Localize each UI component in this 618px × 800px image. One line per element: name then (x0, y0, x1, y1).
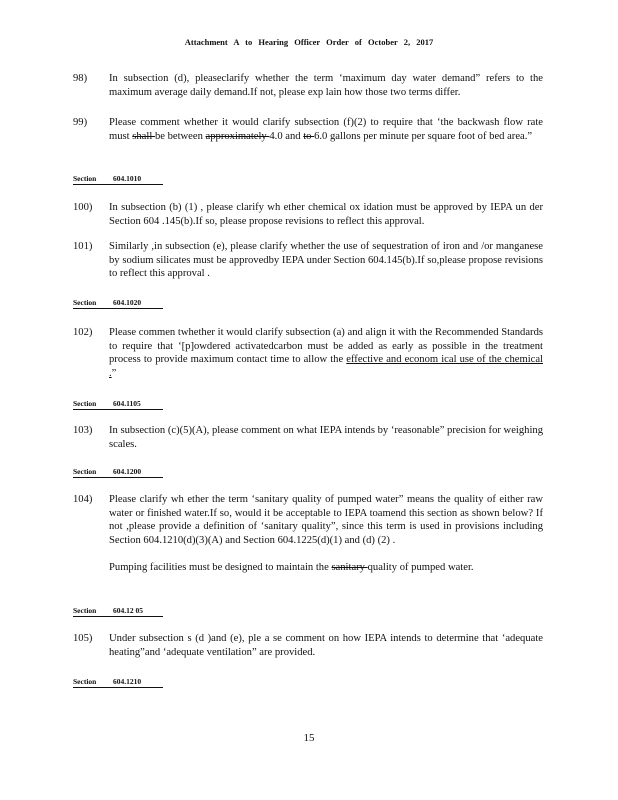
deleted-text: shall (132, 130, 155, 142)
text-run: quality of pumped water. (367, 562, 474, 574)
section-number: 604.1020 (113, 298, 142, 307)
section-number: 604.1105 (113, 399, 141, 408)
item-text: In subsection (c)(5)(A), please comment on what IEPA intends by ‘reasonable” precision for weighing scales. (109, 425, 543, 450)
item-number: 99) (73, 117, 88, 128)
page-number: 15 (303, 732, 315, 744)
deleted-text: to (303, 130, 315, 142)
item-number: 103) (73, 425, 93, 436)
section-heading (73, 467, 163, 478)
comment-item-103 (73, 424, 543, 451)
item-text: In subsection (b) (1) , please clarify wh ether chemical ox idation must be approved by IEPA un der Section 604 .145(b).If so, please propose revisions to reflect this approval. (109, 202, 543, 227)
item-text (109, 326, 543, 380)
section-label: Section (73, 399, 97, 408)
text-run: Pumping facilities must be designed to maintain the (109, 562, 332, 574)
item-number: 100) (73, 202, 93, 213)
section-heading (73, 399, 163, 410)
section-number: 604.1210 (113, 677, 142, 686)
item-text: Under subsection s (d )and (e), ple a se comment on how IEPA intends to determine that ‘adequate heating”and ‘adequate ventilation” are provided. (109, 633, 543, 658)
text-run: 6.0 gallons per minute per square foot of bed area.” (314, 130, 533, 142)
section-label: Section (73, 467, 97, 476)
proposed-revision-text (109, 561, 543, 575)
section-number: 604.12 05 (113, 606, 143, 615)
section-heading (73, 298, 163, 309)
comment-item-100 (73, 201, 543, 228)
item-number: 104) (73, 494, 93, 505)
section-heading (73, 606, 163, 617)
section-number: 604.1200 (113, 467, 142, 476)
item-text (109, 116, 543, 143)
text-run: Please commen twhether it would clarify subsection (a) and align it with the Recommended Standards to require that ‘[p]owdered activatedcarbon must be added as early as possible in the treatment process to provide maximum contact time to allow the (109, 327, 543, 366)
section-heading (73, 677, 163, 688)
page-header: Attachment A to Hearing Officer Order of October 2, 2017 (184, 37, 434, 47)
section-label: Section (73, 174, 97, 183)
item-number: 102) (73, 327, 93, 338)
text-run: be between (154, 130, 206, 142)
item-number: 105) (73, 633, 93, 644)
item-text: Please clarify wh ether the term ‘sanitary quality of pumped water” means the quality of either raw water or finished water.If so, would it be acceptable to IEPA toamend this section as shown below? If not ,please provide a definition of ‘sanitary quality”, since this term is used in provisions including Section 604.1210(d)(3)(A) and Section 604.1225(d)(1) and (d) (2) . (109, 494, 543, 546)
comment-item-99 (73, 116, 543, 143)
comment-item-104 (73, 493, 543, 575)
text-run: Please comment whether it would clarify subsection (f)(2) to require that ‘the backwash flow rate must (109, 117, 543, 142)
section-number: 604.1010 (113, 174, 142, 183)
text-run: ” (111, 367, 117, 379)
section-label: Section (73, 606, 97, 615)
section-label: Section (73, 298, 97, 307)
comment-item-105 (73, 632, 543, 659)
inserted-text: effective and econom ical use of the chemical . (109, 354, 543, 379)
deleted-text: approximately (205, 130, 270, 142)
item-text: In subsection (d), pleaseclarify whether the term ‘maximum day water demand” refers to the maximum average daily demand.If not, please exp lain how those two terms differ. (109, 73, 543, 98)
text-run: 4.0 and (269, 130, 304, 142)
comment-item-102 (73, 326, 543, 380)
item-number: 101) (73, 241, 93, 252)
comment-item-101 (73, 240, 543, 281)
deleted-text: sanitary (331, 562, 368, 574)
section-heading (73, 174, 163, 185)
comment-item-98 (73, 72, 543, 99)
item-text: Similarly ,in subsection (e), please clarify whether the use of sequestration of iron and /or manganese by sodium silicates must be approvedby IEPA under Section 604.145(b).If so,please propose revisions to reflect this approval . (109, 241, 543, 280)
section-label: Section (73, 677, 97, 686)
item-number: 98) (73, 73, 88, 84)
